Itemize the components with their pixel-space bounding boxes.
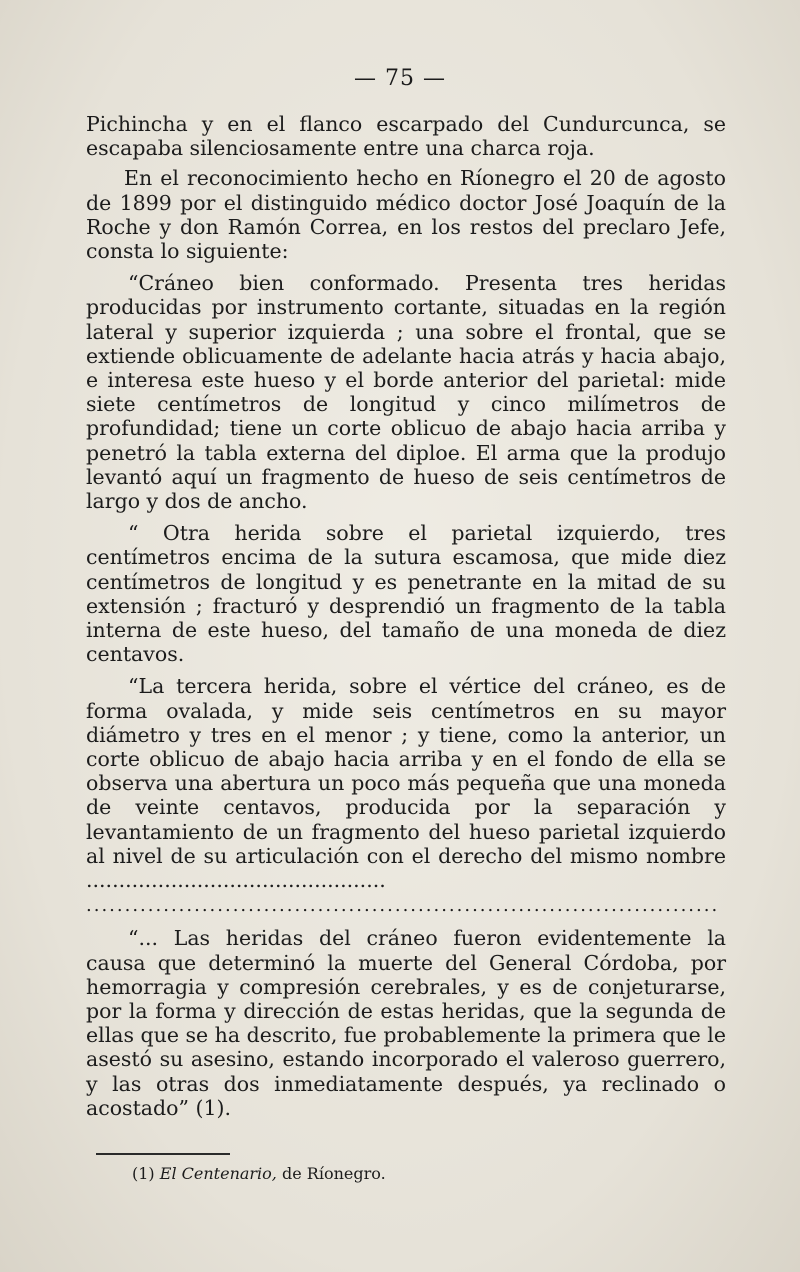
paragraph-5: “La tercera herida, sobre el vértice del cráneo, es de forma ovalada, y mide seis centímetros en su mayor diámetro y tres en el menor ; y tiene, como la anterior, un corte oblicuo de abajo hacia arriba y en el fondo de ella se observa una abertura un poco más pequeña que una moneda de veinte centavos, producida por la separación y levantamiento de un fragmento del hueso parietal izquierdo al nivel de su articulación con el derecho del mismo nombre .............................................. <box>86 674 726 893</box>
paragraph-2: En el reconocimiento hecho en Ríonegro el 20 de agosto de 1899 por el distinguido médico doctor José Joaquín de la Roche y don Ramón Correa, en los restos del preclaro Jefe, consta lo siguiente: <box>86 166 726 264</box>
paragraph-3: “Cráneo bien conformado. Presenta tres heridas producidas por instrumento cortante, situadas en la región lateral y superior izquierda ; una sobre el frontal, que se extiende oblicuamente de adelante hacia atrás y hacia abajo, e interesa este hueso y el borde anterior del parietal: mide siete centímetros de longitud y cinco milímetros de profundidad; tiene un corte oblicuo de abajo hacia arriba y penetró la tabla externa del diploe. El arma que la produjo levantó aquí un fragmento de hueso de seis centímetros de largo y dos de ancho. <box>86 271 726 514</box>
footnote-rest: de Ríonegro. <box>276 1164 386 1183</box>
paragraph-4: “ Otra herida sobre el parietal izquierdo, tres centímetros encima de la sutura escamosa, que mide diez centímetros de longitud y es penetrante en la mitad de su extensión ; fracturó y desprendió un fragmento de la tabla interna de este hueso, del tamaño de una moneda de diez centavos. <box>86 521 726 667</box>
footnote-marker: (1) <box>132 1164 155 1183</box>
paragraph-1: Pichincha y en el flanco escarpado del Cundurcunca, se escapaba silenciosamente entre una charca roja. <box>86 112 726 161</box>
paragraph-6: “... Las heridas del cráneo fueron evidentemente la causa que determinó la muerte del General Córdoba, por hemorragia y compresión cerebrales, y es de conjeturarse, por la forma y dirección de estas heridas, que la segunda de ellas que se ha descrito, fue probablemente la primera que le asestó su asesino, estando incorporado el valeroso guerrero, y las otras dos inmediatamente después, ya reclinado o acostado” (1). <box>86 926 726 1120</box>
ellipsis-line: .................................................................................. <box>86 895 720 917</box>
footnote <box>132 1164 386 1184</box>
footnote-rule <box>96 1153 230 1155</box>
page-number: — 75 — <box>354 66 446 91</box>
footnote-title: El Centenario, <box>159 1164 277 1183</box>
body-text <box>86 112 726 1120</box>
